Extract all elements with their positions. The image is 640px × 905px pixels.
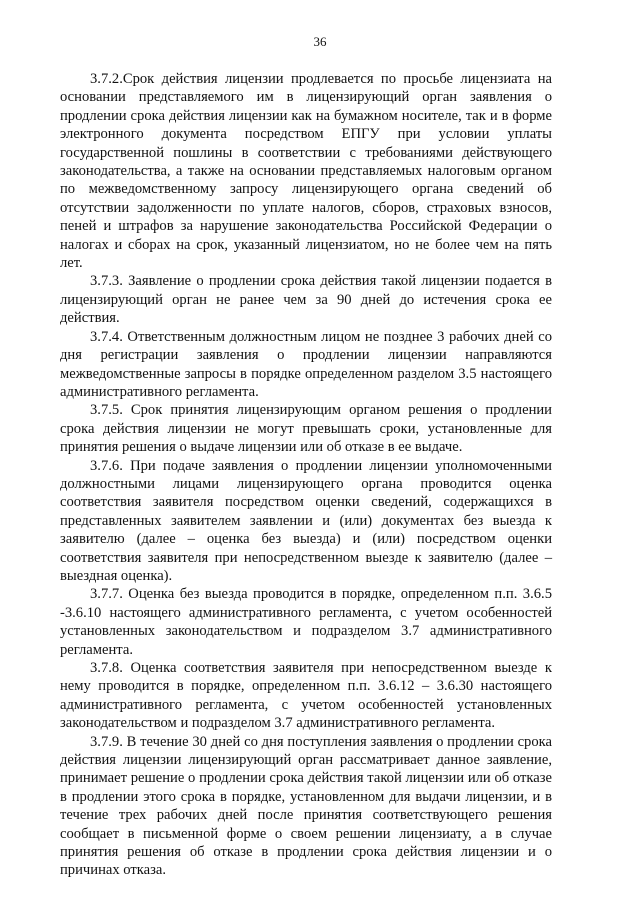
document-body [60,70,552,880]
paragraph-3-7-8: 3.7.8. Оценка соответствия заявителя при непосредственном выезде к нему проводится в порядке, определенном п.п. 3.6.12 – 3.6.30 настоящего административного регламента, с учетом особенностей установленных законодательством и подразделом 3.7 административного регламента. [60,660,552,732]
paragraph-3-7-4: 3.7.4. Ответственным должностным лицом не позднее 3 рабочих дней со дня регистрации заявления о продлении лицензии направляются межведомственные запросы в порядке определенном разделом 3.5 настоящего административного регламента. [60,328,552,400]
page-number: 36 [313,34,327,49]
paragraph-3-7-5: 3.7.5. Срок принятия лицензирующим органом решения о продлении срока действия лицензии не могут превышать сроки, установленные для принятия решения о выдаче лицензии или об отказе в ее выдаче. [60,402,552,456]
paragraph-3-7-6: 3.7.6. При подаче заявления о продлении лицензии уполномоченными должностными лицами лицензирующего органа проводится оценка соответствия заявителя посредством оценки сведений, содержащихся в представленных заявителем заявлении и (или) документах без выезда к заявителю (далее – оценка без выезда) и (или) посредством оценки соответствия заявителя при непосредственном выезде к заявителю (далее – выездная оценка). [60,457,552,584]
paragraph-3-7-7: 3.7.7. Оценка без выезда проводится в порядке, определенном п.п. 3.6.5 -3.6.10 настоящего административного регламента, с учетом особенностей установленных законодательством и подразделом 3.7 административного регламента. [60,586,552,658]
paragraph-3-7-9: 3.7.9. В течение 30 дней со дня поступления заявления о продлении срока действия лицензии лицензирующий орган рассматривает данное заявление, принимает решение о продлении срока действия такой лицензии или об отказе в продлении этого срока в порядке, установленном для выдачи лицензии, и в течение трех рабочих дней после принятия соответствующего решения сообщает в письменной форме о своем решении лицензиату, а в случае принятия решения об отказе в продлении срока действия лицензии и о причинах отказа. [60,733,552,879]
paragraph-3-7-2: 3.7.2.Срок действия лицензии продлевается по просьбе лицензиата на основании представляемого им в лицензирующий орган заявления о продлении срока действия лицензии как на бумажном носителе, так и в форме электронного документа посредством ЕПГУ при условии уплаты государственной пошлины в соответствии с требованиями действующего законодательства, а также на основании представляемых налоговым органом по межведомственному запросу лицензирующего органа сведений об отсутствии задолженности по уплате налогов, сборов, страховых взносов, пеней и штрафов за нарушение законодательства Российской Федерации о налогах и сборах на срок, указанный лицензиатом, но не более чем на пять лет. [60,71,552,272]
paragraph-3-7-3: 3.7.3. Заявление о продлении срока действия такой лицензии подается в лицензирующий орган не ранее чем за 90 дней до истечения срока ее действия. [60,273,552,327]
